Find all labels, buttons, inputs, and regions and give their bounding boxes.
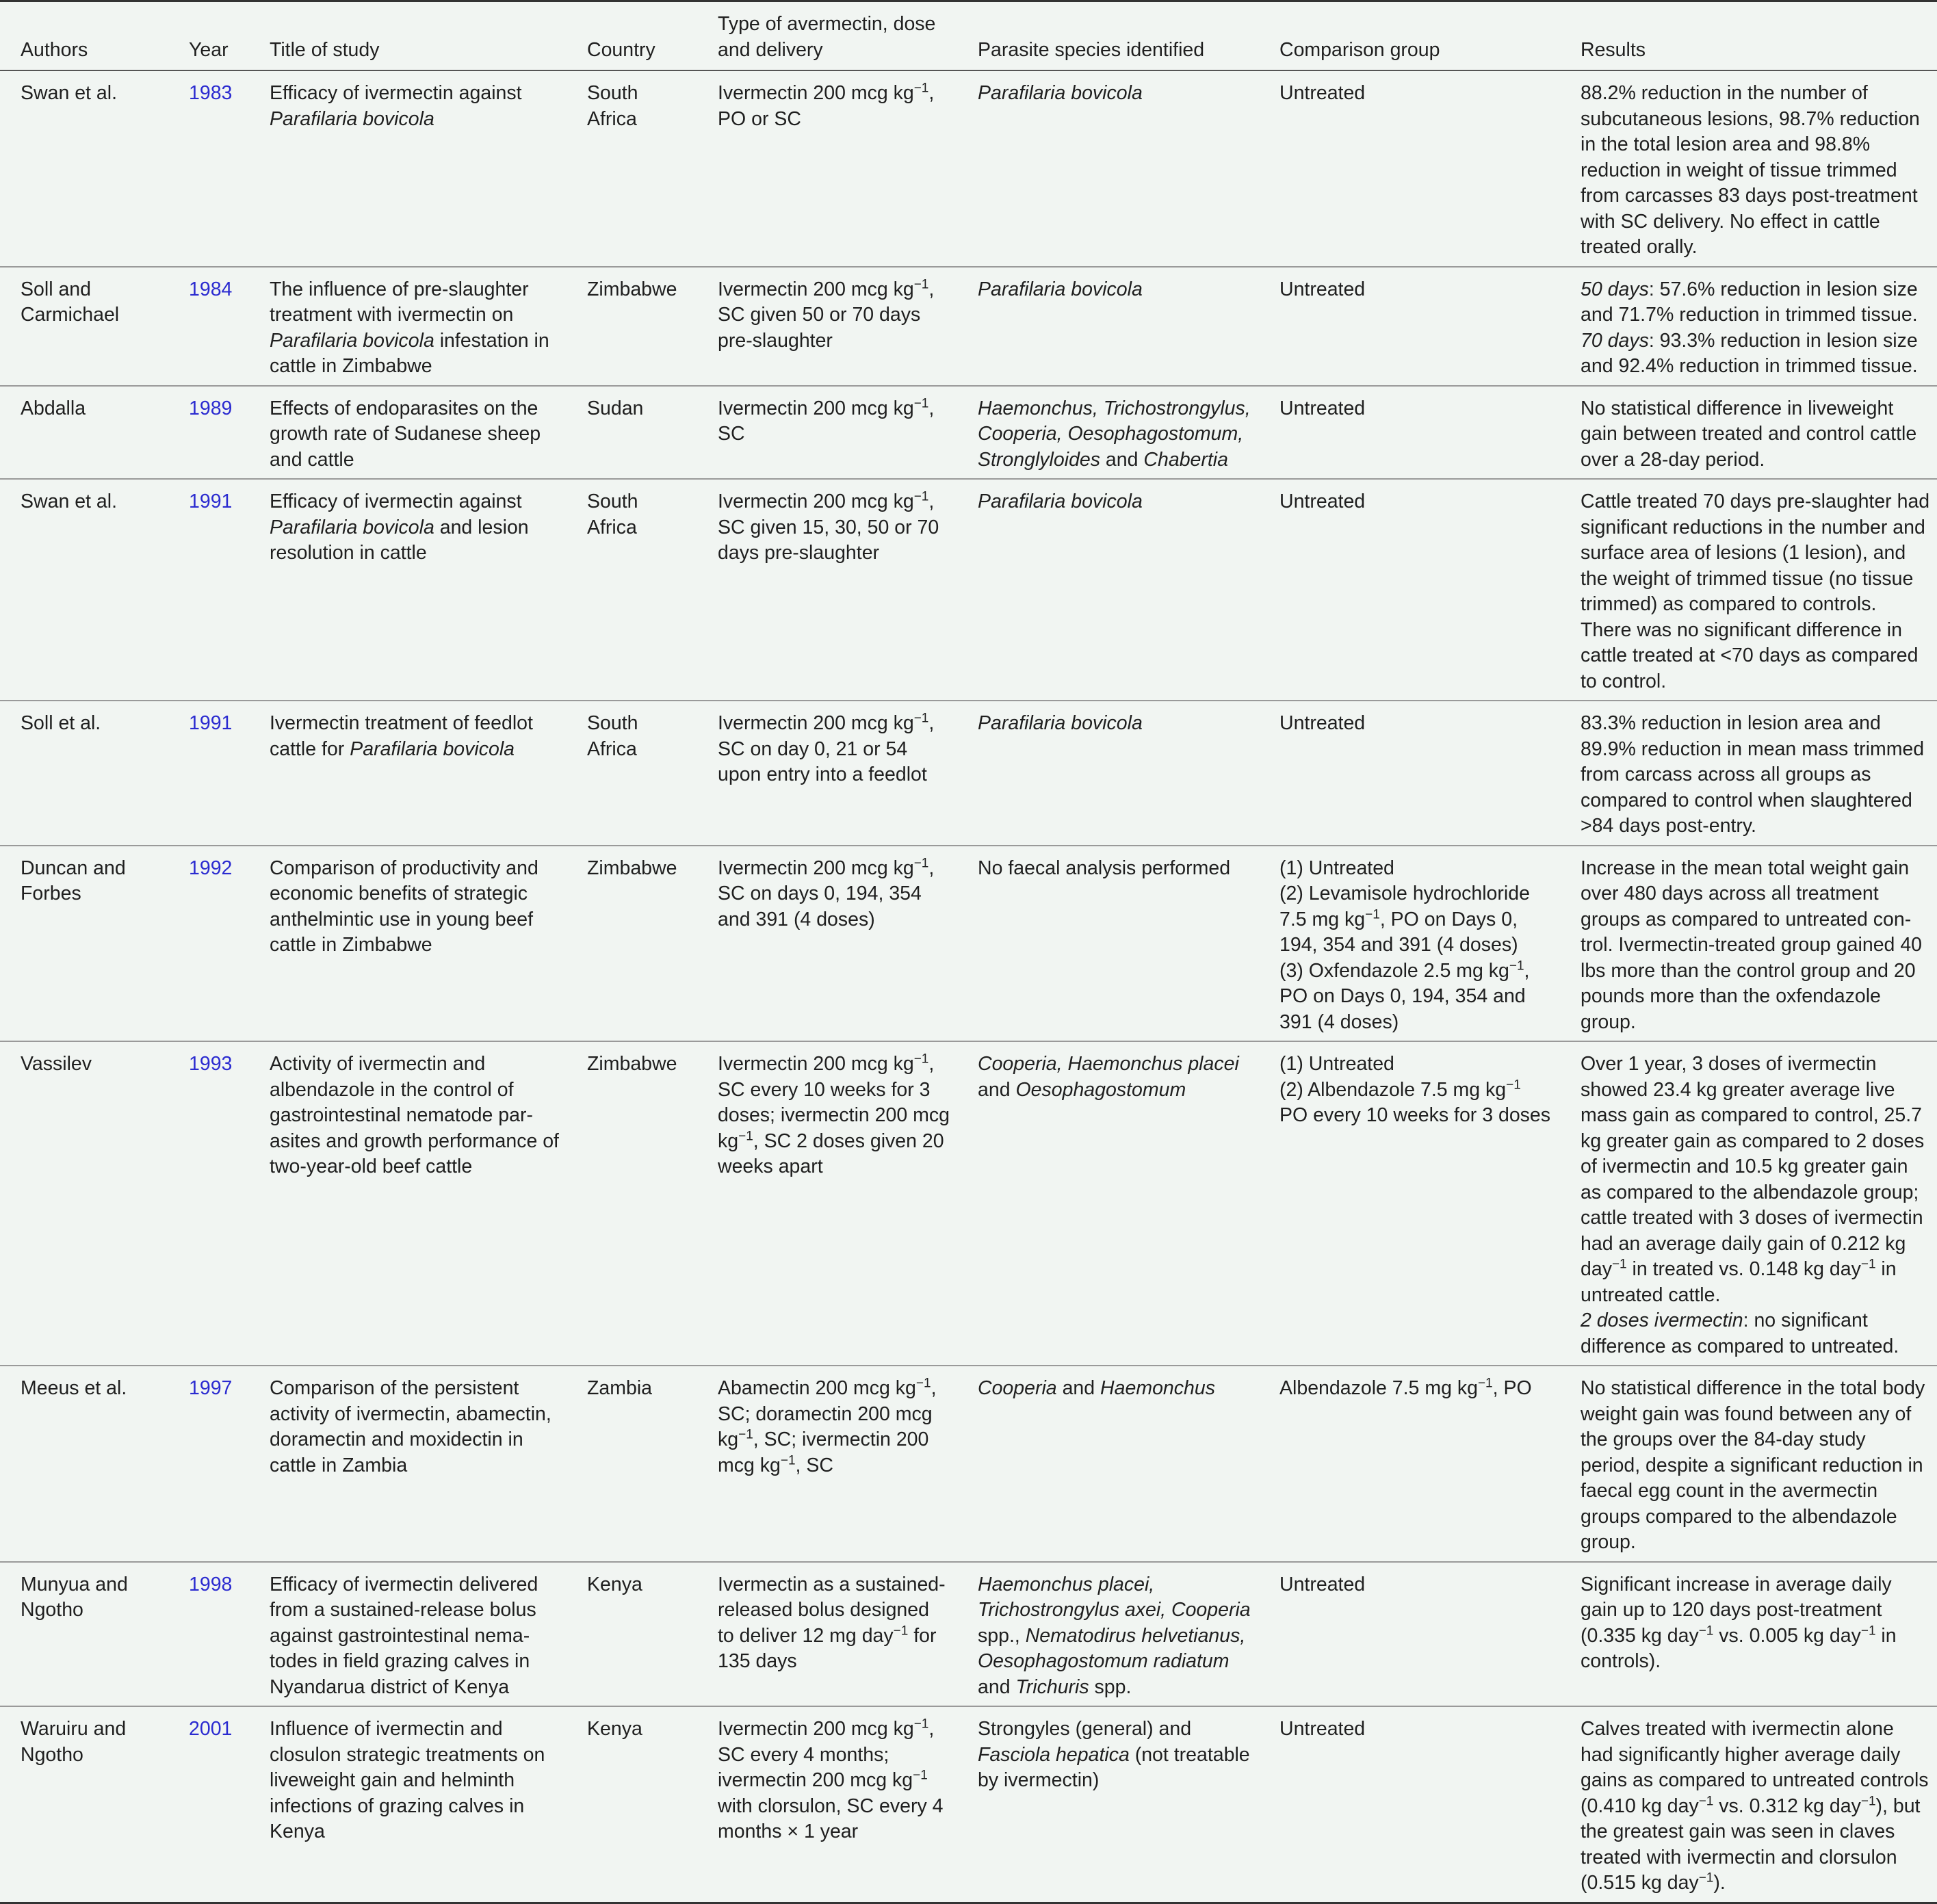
year-link[interactable]: 1989	[189, 397, 233, 419]
cell-type	[697, 1366, 957, 1562]
italic-text: Fasciola hepatica	[978, 1743, 1130, 1766]
text-segment: , SC every 4 months; ivermectin 200 mcg kg	[718, 1718, 935, 1791]
italic-text: Parafilaria bovicola	[978, 712, 1143, 734]
header-year: Year	[172, 2, 249, 70]
cell-title	[249, 1366, 567, 1562]
cell-results	[1560, 846, 1937, 1042]
text-segment: 88.2% reduction in the number of subcutaneous lesions, 98.7% reduction in the total lesion area and 98.8% reduction in weight of tissue trimmed from carcasses 83 days post-treatment with SC delivery. No effect in cattle treated orally.	[1581, 82, 1920, 258]
superscript: −1	[1860, 1794, 1876, 1808]
text-segment: The influence of pre-slaughter treatment with ivermectin on	[270, 278, 529, 326]
authors-text: Duncan and Forbes	[21, 857, 126, 904]
text-segment: and lesion resolution in cattle	[270, 516, 529, 564]
cell-country	[567, 1366, 697, 1562]
text-segment: vs. 0.005 kg day	[1713, 1624, 1861, 1647]
text-segment: in untreated cattle.	[1581, 1258, 1897, 1306]
cell-authors	[0, 846, 172, 1042]
text-segment: and	[978, 1675, 1016, 1698]
year-link[interactable]: 2001	[189, 1718, 233, 1740]
table-row	[0, 1041, 1937, 1366]
italic-text: 50 days	[1581, 278, 1649, 300]
year-link[interactable]: 1991	[189, 491, 233, 512]
italic-text: Parafilaria bovicola	[270, 516, 434, 538]
cell-country	[567, 267, 697, 386]
cell-title	[249, 479, 567, 701]
country-text: Sudan	[587, 397, 644, 419]
cell-year	[172, 701, 249, 846]
text-segment: , PO on Days 0, 194, 354 and 391 (4 doses)	[1279, 908, 1518, 956]
cell-parasite	[957, 1366, 1259, 1562]
text-segment: Untreated	[1279, 278, 1366, 300]
country-text: Kenya	[587, 1718, 642, 1740]
italic-text: Trichuris	[1015, 1675, 1089, 1698]
cell-title	[249, 386, 567, 480]
cell-comparison	[1259, 70, 1560, 267]
text-segment: : 57.6% reduction in lesion size and 71.7% reduction in trimmed tissue.	[1581, 278, 1918, 326]
country-text: Zimbabwe	[587, 857, 677, 879]
cell-parasite	[957, 701, 1259, 846]
italic-text: Parafilaria bovicola	[270, 107, 434, 130]
cell-comparison	[1259, 267, 1560, 386]
authors-text: Soll et al.	[21, 712, 101, 734]
text-segment: Increase in the mean total weight gain over 480 days across all treatment groups as compared to untreated control. Ivermectin-treated group gained 40 lbs more than the control group and 20 pounds more than the oxfendazole group.	[1581, 857, 1923, 1033]
cell-parasite	[957, 1706, 1259, 1903]
text-segment: No statistical difference in liveweight gain between treated and control cattle over a 28-day period.	[1581, 397, 1917, 471]
cell-country	[567, 1562, 697, 1707]
text-segment: Significant increase in average daily gain up to 120 days post-treatment (0.335 kg day	[1581, 1573, 1892, 1647]
cell-year	[172, 1366, 249, 1562]
text-segment: , PO on Days 0, 194, 354 and 391 (4 doses)	[1279, 959, 1530, 1033]
cell-results	[1560, 70, 1937, 267]
cell-comparison	[1259, 701, 1560, 846]
text-segment: spp.,	[978, 1624, 1026, 1647]
table-header-row	[0, 2, 1937, 70]
cell-authors	[0, 1366, 172, 1562]
superscript: −1	[913, 1717, 929, 1732]
italic-text: Parafilaria bovicola	[978, 278, 1143, 300]
italic-text: 70 days	[1581, 329, 1649, 352]
italic-text: Haemonchus placei, Trichostrongylus axei, Cooperia	[978, 1573, 1251, 1621]
year-link[interactable]: 1992	[189, 857, 233, 879]
superscript: −1	[1860, 1257, 1876, 1272]
cell-country	[567, 1041, 697, 1366]
table-row	[0, 479, 1937, 701]
italic-text: Parafilaria bovicola	[270, 329, 434, 352]
italic-text: Nematodirus helvetianus, Oesophagostomum radiatum	[978, 1624, 1246, 1672]
text-segment: (2) Levamisole hydrochloride 7.5 mg kg	[1279, 883, 1530, 930]
country-text: South Africa	[587, 491, 638, 538]
text-segment: spp.	[1089, 1675, 1132, 1698]
superscript: −1	[1698, 1870, 1714, 1886]
cell-title	[249, 267, 567, 386]
text-segment: Comparison of the persistent activity of ivermectin, abamectin, doramectin and moxidectin in cattle in Zambia	[270, 1377, 551, 1476]
text-segment: Over 1 year, 3 doses of ivermectin showed 23.4 kg greater average live mass gain as compared to control, 25.7 kg greater gain as compared to 2 doses of ivermectin and 10.5 kg greater gain as compared to the albendazole group; cattle treated with 3 doses of ivermectin had an average daily gain of 0.212 kg day	[1581, 1053, 1925, 1280]
text-segment: Cattle treated 70 days pre-slaughter had significant reductions in the number and surface area of lesions (1 lesion), and the weight of trimmed tissue (no tissue trimmed) as compared to controls. There was no significant difference in cattle treated at <70 days as compared to control.	[1581, 491, 1930, 692]
cell-title	[249, 1562, 567, 1707]
text-segment: Ivermectin 200 mcg kg	[718, 82, 914, 104]
text-segment: Untreated	[1279, 397, 1366, 419]
text-segment: , SC on days 0, 194, 354 and 391 (4 doses)	[718, 857, 935, 930]
country-text: Zimbabwe	[587, 278, 677, 300]
text-segment: , SC; doramectin 200 mcg kg	[718, 1377, 937, 1450]
text-segment: , SC given 15, 30, 50 or 70 days pre-slaughter	[718, 491, 939, 564]
italic-text: 2 doses ivermectin	[1581, 1309, 1743, 1331]
text-segment: No faecal analysis performed	[978, 857, 1231, 879]
cell-title	[249, 846, 567, 1042]
cell-results	[1560, 479, 1937, 701]
cell-results	[1560, 701, 1937, 846]
authors-text: Vassilev	[21, 1053, 92, 1075]
cell-year	[172, 386, 249, 480]
year-link[interactable]: 1997	[189, 1377, 233, 1399]
year-link[interactable]: 1991	[189, 712, 233, 734]
authors-text: Soll and Carmichael	[21, 278, 120, 326]
authors-text: Swan et al.	[21, 82, 117, 104]
text-segment: Untreated	[1279, 1718, 1366, 1740]
header-authors: Authors	[0, 2, 172, 70]
cell-comparison	[1259, 1041, 1560, 1366]
country-text: South Africa	[587, 82, 638, 130]
header-type: Type of avermectin, dose and delivery	[697, 2, 957, 70]
text-segment: Untreated	[1279, 82, 1366, 104]
superscript: −1	[738, 1129, 753, 1143]
text-segment: Activity of ivermectin and albendazole in the control of gastrointestinal nematode parasites and growth performance of two-year-old beef cattle	[270, 1053, 559, 1177]
text-segment: Ivermectin 200 mcg kg	[718, 278, 914, 300]
text-segment: (1) Untreated	[1279, 857, 1394, 879]
header-country: Country	[567, 2, 697, 70]
cell-country	[567, 846, 697, 1042]
superscript: −1	[913, 81, 929, 96]
superscript: −1	[913, 856, 929, 870]
text-segment: , SC	[718, 397, 935, 445]
superscript: −1	[1611, 1257, 1627, 1272]
text-segment: in treated vs. 0.148 kg day	[1626, 1258, 1861, 1280]
superscript: −1	[1365, 907, 1380, 922]
text-segment: Ivermectin 200 mcg kg	[718, 857, 914, 879]
header-parasite: Parasite species identified	[957, 2, 1259, 70]
text-segment: , PO or SC	[718, 82, 935, 130]
text-segment: , SC on day 0, 21 or 54 upon entry into a feedlot	[718, 712, 935, 785]
cell-parasite	[957, 846, 1259, 1042]
text-segment: (1) Untreated	[1279, 1053, 1394, 1075]
text-segment: , SC 2 doses given 20 weeks apart	[718, 1130, 944, 1177]
cell-country	[567, 70, 697, 267]
cell-comparison	[1259, 1706, 1560, 1903]
text-segment: Efficacy of ivermectin delivered from a sustained-release bolus against gastrointestinal nematodes in field grazing calves in Nyandarua district of Kenya	[270, 1573, 538, 1698]
table-row	[0, 1706, 1937, 1903]
italic-text: Oesophagostomum	[1015, 1078, 1186, 1101]
text-segment: Ivermectin 200 mcg kg	[718, 1053, 914, 1075]
cell-type	[697, 1562, 957, 1707]
text-segment: Calves treated with ivermectin alone had significantly higher average daily gains as compared to untreated controls (0.410 kg day	[1581, 1718, 1929, 1817]
country-text: Zimbabwe	[587, 1053, 677, 1075]
italic-text: Chabertia	[1143, 448, 1228, 471]
cell-authors	[0, 1706, 172, 1903]
cell-parasite	[957, 70, 1259, 267]
italic-text: Parafilaria bovicola	[978, 491, 1143, 512]
text-segment: : no significant difference as compared to untreated.	[1581, 1309, 1899, 1357]
superscript: −1	[1506, 1078, 1521, 1092]
header-results: Results	[1560, 2, 1937, 70]
table-row	[0, 70, 1937, 267]
cell-authors	[0, 479, 172, 701]
table-row	[0, 1562, 1937, 1707]
text-segment: Efficacy of ivermectin against	[270, 82, 522, 104]
text-segment: : 93.3% reduction in lesion size and 92.4% reduction in trimmed tissue.	[1581, 329, 1918, 377]
table-body	[0, 70, 1937, 1903]
country-text: South Africa	[587, 712, 638, 760]
text-segment: No statistical difference in the total body weight gain was found between any of the groups over the 84-day study period, despite a significant reduction in faecal egg count in the avermectin groups compared to the albendazole group.	[1581, 1377, 1925, 1553]
superscript: −1	[1477, 1376, 1493, 1391]
cell-title	[249, 70, 567, 267]
cell-country	[567, 1706, 697, 1903]
superscript: −1	[780, 1453, 796, 1468]
text-segment: Untreated	[1279, 491, 1366, 512]
italic-text: Cooperia, Haemonchus placei	[978, 1053, 1239, 1075]
text-segment: in controls).	[1581, 1624, 1897, 1672]
authors-text: Abdalla	[21, 397, 86, 419]
cell-year	[172, 70, 249, 267]
cell-type	[697, 70, 957, 267]
cell-parasite	[957, 386, 1259, 480]
cell-parasite	[957, 1562, 1259, 1707]
cell-comparison	[1259, 386, 1560, 480]
superscript: −1	[913, 711, 929, 726]
cell-country	[567, 386, 697, 480]
cell-type	[697, 267, 957, 386]
authors-text: Meeus et al.	[21, 1377, 127, 1399]
cell-authors	[0, 70, 172, 267]
cell-comparison	[1259, 1562, 1560, 1707]
text-segment: Abamectin 200 mcg kg	[718, 1377, 916, 1399]
text-segment: and	[1100, 448, 1144, 471]
authors-text: Waruiru and Ngotho	[21, 1718, 127, 1766]
superscript: −1	[913, 1052, 929, 1067]
table-row	[0, 701, 1937, 846]
cell-results	[1560, 1562, 1937, 1707]
text-segment: (3) Oxfendazole 2.5 mg kg	[1279, 959, 1509, 982]
text-segment: 83.3% reduction in lesion area and 89.9% reduction in mean mass trimmed from carcass across all groups as compared to control when slaughtered >84 days post-entry.	[1581, 712, 1925, 837]
superscript: −1	[913, 277, 929, 291]
superscript: −1	[738, 1427, 753, 1442]
cell-title	[249, 1041, 567, 1366]
text-segment: Ivermectin 200 mcg kg	[718, 397, 914, 419]
table-row	[0, 386, 1937, 480]
text-segment: , SC	[795, 1454, 833, 1476]
text-segment: (2) Albendazole 7.5 mg kg	[1279, 1078, 1507, 1101]
year-link[interactable]: 1983	[189, 82, 233, 104]
table-row	[0, 267, 1937, 386]
year-link[interactable]: 1998	[189, 1573, 233, 1595]
text-segment: Albendazole 7.5 mg kg	[1279, 1377, 1478, 1399]
cell-title	[249, 701, 567, 846]
table-row	[0, 846, 1937, 1042]
cell-type	[697, 846, 957, 1042]
cell-type	[697, 1041, 957, 1366]
cell-comparison	[1259, 846, 1560, 1042]
table-row	[0, 1366, 1937, 1562]
text-segment: , PO	[1492, 1377, 1532, 1399]
superscript: −1	[1860, 1623, 1876, 1638]
text-segment: Untreated	[1279, 712, 1366, 734]
text-segment: ).	[1713, 1872, 1726, 1894]
text-segment: Ivermectin 200 mcg kg	[718, 491, 914, 512]
text-segment: and	[978, 1078, 1016, 1101]
cell-authors	[0, 386, 172, 480]
italic-text: Haemonchus	[1100, 1377, 1215, 1399]
text-segment: Ivermectin 200 mcg kg	[718, 1718, 914, 1740]
cell-comparison	[1259, 1366, 1560, 1562]
cell-results	[1560, 1041, 1937, 1366]
italic-text: Parafilaria bovicola	[350, 738, 515, 760]
cell-country	[567, 701, 697, 846]
text-segment: for 135 days	[718, 1624, 937, 1672]
text-segment: Ivermectin treatment of feedlot cattle for	[270, 712, 533, 760]
text-segment: and	[1056, 1377, 1101, 1399]
superscript: −1	[1509, 958, 1524, 973]
authors-text: Munyua and Ngotho	[21, 1573, 128, 1621]
cell-results	[1560, 267, 1937, 386]
cell-year	[172, 1706, 249, 1903]
text-segment: Untreated	[1279, 1573, 1366, 1595]
superscript: −1	[1698, 1794, 1714, 1808]
text-segment: Efficacy of ivermectin against	[270, 491, 522, 512]
year-link[interactable]: 1993	[189, 1053, 233, 1075]
text-segment: with clorsulon, SC every 4 months × 1 year	[718, 1795, 944, 1842]
cell-year	[172, 1562, 249, 1707]
cell-year	[172, 267, 249, 386]
text-segment: (not treatable by ivermectin)	[978, 1743, 1250, 1791]
text-segment: Ivermectin as a sustained-released bolus designed to deliver 12 mg day	[718, 1573, 946, 1647]
cell-parasite	[957, 479, 1259, 701]
cell-type	[697, 1706, 957, 1903]
cell-results	[1560, 1706, 1937, 1903]
text-segment: Influence of ivermectin and closulon strategic treatments on liveweight gain and helminth infections of grazing calves in Kenya	[270, 1718, 545, 1842]
studies-table	[0, 2, 1937, 1904]
text-segment: Strongyles (general) and	[978, 1718, 1192, 1740]
cell-country	[567, 479, 697, 701]
cell-type	[697, 701, 957, 846]
cell-authors	[0, 267, 172, 386]
cell-authors	[0, 1041, 172, 1366]
cell-results	[1560, 386, 1937, 480]
text-segment: , SC given 50 or 70 days pre-slaughter	[718, 278, 935, 352]
cell-authors	[0, 1562, 172, 1707]
header-comparison: Comparison group	[1259, 2, 1560, 70]
superscript: −1	[913, 1768, 928, 1783]
superscript: −1	[893, 1623, 909, 1638]
cell-parasite	[957, 1041, 1259, 1366]
italic-text: Parafilaria bovicola	[978, 82, 1143, 104]
cell-type	[697, 386, 957, 480]
text-segment: PO every 10 weeks for 3 doses	[1279, 1104, 1551, 1126]
text-segment: , SC every 10 weeks for 3 doses; ivermectin 200 mcg kg	[718, 1053, 950, 1152]
cell-comparison	[1259, 479, 1560, 701]
cell-year	[172, 846, 249, 1042]
superscript: −1	[913, 396, 929, 410]
text-segment: , SC; ivermectin 200 mcg kg	[718, 1429, 929, 1476]
cell-results	[1560, 1366, 1937, 1562]
text-segment: ), but the greatest gain was seen in claves treated with ivermectin and clorsulon (0.515 kg day	[1581, 1795, 1921, 1894]
text-segment: Ivermectin 200 mcg kg	[718, 712, 914, 734]
cell-parasite	[957, 267, 1259, 386]
text-segment: vs. 0.312 kg day	[1713, 1795, 1861, 1817]
cell-authors	[0, 701, 172, 846]
cell-year	[172, 1041, 249, 1366]
text-segment: infestation in cattle in Zimbabwe	[270, 329, 549, 377]
text-segment: Effects of endoparasites on the growth rate of Sudanese sheep and cattle	[270, 397, 541, 471]
italic-text: Haemonchus, Trichostrongylus, Cooperia, Oesophagostomum, Stronglyloides	[978, 397, 1251, 471]
cell-type	[697, 479, 957, 701]
superscript: −1	[1698, 1623, 1714, 1638]
year-link[interactable]: 1984	[189, 278, 233, 300]
country-text: Zambia	[587, 1377, 653, 1399]
authors-text: Swan et al.	[21, 491, 117, 512]
superscript: −1	[915, 1376, 931, 1391]
header-title: Title of study	[249, 2, 567, 70]
cell-year	[172, 479, 249, 701]
superscript: −1	[913, 489, 929, 504]
text-segment: Comparison of productivity and economic benefits of strategic anthelmintic use in young beef cattle in Zimbabwe	[270, 857, 538, 956]
italic-text: Cooperia	[978, 1377, 1057, 1399]
cell-title	[249, 1706, 567, 1903]
country-text: Kenya	[587, 1573, 642, 1595]
